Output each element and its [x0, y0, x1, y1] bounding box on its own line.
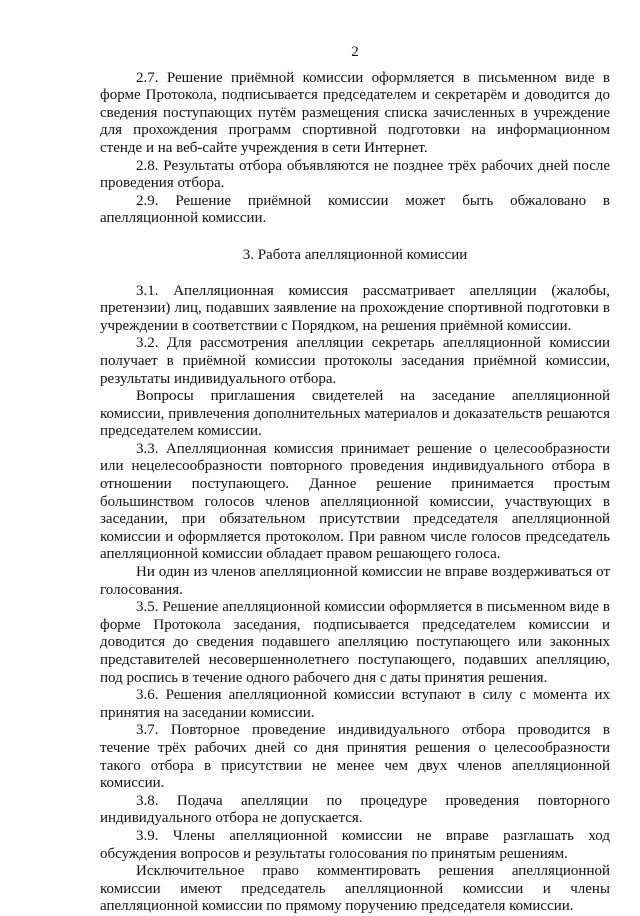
- paragraph-3-1: 3.1. Апелляционная комиссия рассматривает апелляции (жалобы, претензии) лиц, подавших заявление на прохождение спортивной подготовки в учреждении в соответствии с Порядком, на решения приёмной комиссии.: [100, 282, 610, 334]
- paragraph-3-2: 3.2. Для рассмотрения апелляции секретарь апелляционной комиссии получает в приёмной комиссии протоколы заседания приёмной комиссии, результаты индивидуального отбора.: [100, 335, 610, 387]
- paragraph-2-8: 2.8. Результаты отбора объявляются не позднее трёх рабочих дней после проведения отбора.: [100, 157, 610, 192]
- paragraph-3-5: 3.5. Решение апелляционной комиссии оформляется в письменном виде в форме Протокола заседания, подписывается председателем комиссии и доводится до сведения подавшего апелляцию поступающего или законных представителей несовершеннолетнего поступающего, подавших апелляцию, под роспись в течение одного рабочего дня с даты принятия решения.: [100, 599, 610, 686]
- paragraph-witnesses: Вопросы приглашения свидетелей на заседание апелляционной комиссии, привлечения дополнительных материалов и доказательств решаются председателем комиссии.: [100, 388, 610, 440]
- paragraph-abstain: Ни один из членов апелляционной комиссии не вправе воздерживаться от голосования.: [100, 564, 610, 598]
- paragraph-3-7: 3.7. Повторное проведение индивидуального отбора проводится в течение трёх рабочих дней со дня принятия решения о целесообразности такого отбора в присутствии не менее чем двух членов апелляционной комиссии.: [100, 722, 610, 792]
- paragraph-2-9: 2.9. Решение приёмной комиссии может быть обжаловано в апелляционной комиссии.: [100, 192, 610, 227]
- page-number: 2: [351, 44, 359, 60]
- paragraph-3-3: 3.3. Апелляционная комиссия принимает решение о целесообразности или нецелесообразности повторного проведения индивидуального отбора в отношении поступающего. Данное решение принимается простым большинством голосов членов апелляционной комиссии, участвующих в заседании, при обязательном присутствии председателя апелляционной комиссии и оформляется протоколом. При равном числе голосов председатель апелляционной комиссии обладает правом решающего голоса.: [100, 440, 610, 563]
- paragraph-3-9: 3.9. Члены апелляционной комиссии не вправе разглашать ход обсуждения вопросов и результаты голосования по принятым решениям.: [100, 827, 610, 862]
- paragraph-3-8: 3.8. Подача апелляции по процедуре проведения повторного индивидуального отбора не допускается.: [100, 792, 610, 827]
- section-heading: 3. Работа апелляционной комиссии: [242, 246, 468, 263]
- paragraph-3-6: 3.6. Решения апелляционной комиссии вступают в силу с момента их принятия на заседании комиссии.: [100, 687, 610, 721]
- paragraph-2-7: 2.7. Решение приёмной комиссии оформляется в письменном виде в форме Протокола, подписывается председателем и секретарём и доводится до сведения поступающих путём размещения списка зачисленных в учреждение для прохождения программ спортивной подготовки на информационном стенде и на веб-сайте учреждения в сети Интернет.: [100, 69, 610, 156]
- paragraph-exclusive-right: Исключительное право комментировать решения апелляционной комиссии имеют председатель апелляционной комиссии и члены апелляционной комиссии по прямому поручению председателя комиссии.: [100, 863, 610, 915]
